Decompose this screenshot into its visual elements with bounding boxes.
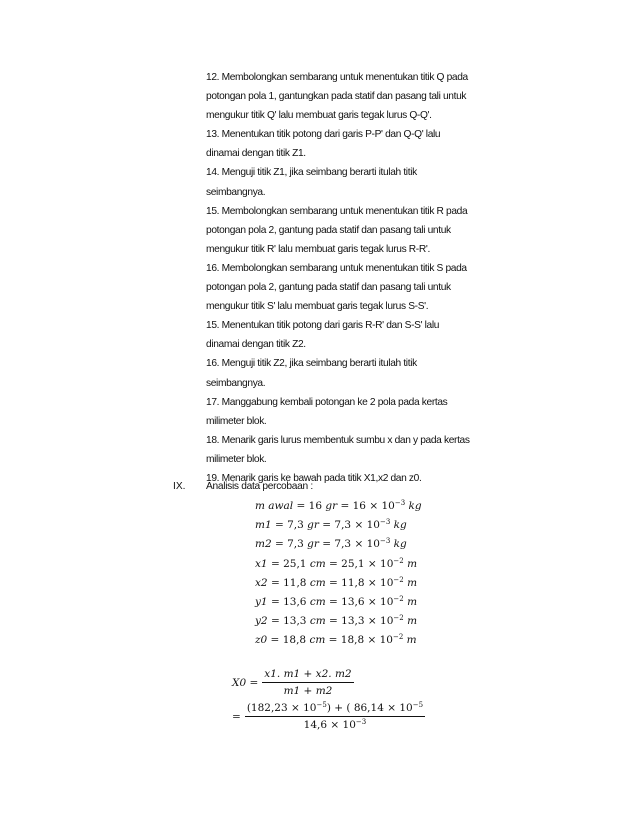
equation-value-si: 13,6 xyxy=(341,596,365,608)
step-line: 19. Menarik garis ke bawah pada titik X1,x2 dan z0. xyxy=(206,472,422,484)
step-line: dinamai dengan titik Z1. xyxy=(206,148,306,160)
step-line: milimeter blok. xyxy=(206,453,267,465)
equation-unit: gr xyxy=(325,500,338,512)
equation-line: x1 = 25,1 cm = $25,1 \times 10^{-2}$ m xyxy=(255,556,418,570)
equation-line: y1 = 13,6 cm = $13,6 \times 10^{-2}$ m xyxy=(255,595,418,608)
equation-value: 7,3 xyxy=(287,538,304,551)
equation-lhs: y2 xyxy=(255,615,268,628)
formula-lhs: X0 xyxy=(232,676,247,689)
substitution-numerator: $(182,23 \times 10^{-5})$ + ( $86,14 \times 10^{-5}$ xyxy=(245,702,425,717)
equation-unit: cm xyxy=(309,615,326,628)
equation-lhs: m2 xyxy=(255,538,272,551)
equation-value: 18,8 xyxy=(282,634,307,647)
equation-exponent: −2 xyxy=(393,595,404,603)
equation-unit-si: kg xyxy=(393,538,407,551)
equation-unit: cm xyxy=(309,557,326,570)
section-number: IX. xyxy=(173,481,186,492)
step-line: potongan pola 1, gantungkan pada statif dan pasang tali untuk xyxy=(206,91,467,103)
step-line: potongan pola 2, gantung pada statif dan pasang tali untuk xyxy=(206,224,451,236)
equation-lhs: x2 xyxy=(255,576,268,589)
equation-unit: gr xyxy=(307,538,319,551)
equation-value-si: 13,3 xyxy=(341,615,365,628)
equation-exponent: −3 xyxy=(379,518,391,527)
center-of-mass-formula: X0 = $\frac{x1. m1 + x2. m2}{m1 + m2}$ xyxy=(232,668,352,697)
equation-unit-si: m xyxy=(407,615,418,628)
step-line: 18. Menarik garis lurus membentuk sumbu x dan y pada kertas xyxy=(206,434,470,446)
step-line: 16. Menguji titik Z2, jika seimbang berarti itulah titik xyxy=(206,358,417,370)
equation-exponent: −2 xyxy=(393,575,404,584)
equation-value-si: 16 xyxy=(352,500,366,512)
equation-value-si: 11,8 xyxy=(341,576,365,589)
step-line: mengukur titik R' lalu membuat garis tegak lurus R-R'. xyxy=(206,243,430,255)
equation-unit-si: kg xyxy=(393,519,407,532)
equation-exponent: −2 xyxy=(393,556,404,565)
step-line: seimbangnya. xyxy=(206,377,266,389)
equation-value: 16 xyxy=(308,500,323,512)
equation-unit: cm xyxy=(309,634,326,647)
equation-line: x2 = 11,8 cm = $11,8 \times 10^{-2}$ m xyxy=(255,575,418,589)
equation-unit-si: kg xyxy=(408,500,422,512)
equation-line: z0 = 18,8 cm = $18,8 \times 10^{-2}$ m xyxy=(255,633,417,647)
step-line: 17. Manggabung kembali potongan ke 2 pola pada kertas xyxy=(206,396,448,408)
equation-line: m1 = 7,3 gr = $7,3 \times 10^{-3}$ kg xyxy=(255,518,407,532)
equation-lhs: z0 xyxy=(255,634,268,647)
equation-value-si: 18,8 xyxy=(340,634,365,647)
equation-unit-si: m xyxy=(407,557,418,570)
equation-value-si: 7,3 xyxy=(334,519,352,532)
equation-unit: gr xyxy=(307,519,319,532)
step-line: potongan pola 2, gantung pada statif dan pasang tali untuk xyxy=(206,282,451,294)
substitution-denominator: $14,6 \times 10^{-3}$ xyxy=(303,718,367,731)
equation-value: 25,1 xyxy=(283,557,307,570)
step-line: milimeter blok. xyxy=(206,415,267,427)
equation-lhs: x1 xyxy=(255,557,268,570)
equation-value: 13,3 xyxy=(283,615,307,628)
equation-value: 11,8 xyxy=(283,576,307,589)
equation-value: 13,6 xyxy=(283,596,307,608)
equation-lhs: m awal xyxy=(255,500,294,512)
formula-numerator: x1. m1 + x2. m2 xyxy=(262,668,353,683)
step-line: 15. Menentukan titik potong dari garis R-R' dan S-S' lalu xyxy=(206,320,440,332)
equation-value: 7,3 xyxy=(287,519,304,532)
equation-line: y2 = 13,3 cm = $13,3 \times 10^{-2}$ m xyxy=(255,614,418,628)
section-title: Analisis data percobaan : xyxy=(206,481,313,492)
equation-unit: cm xyxy=(309,576,326,589)
procedure-steps xyxy=(206,68,496,488)
equation-lhs: y1 xyxy=(255,596,268,608)
equation-value-si: 25,1 xyxy=(341,557,365,570)
step-line: mengukur titik S' lalu membuat garis tegak lurus S-S'. xyxy=(206,301,429,313)
equation-unit-si: m xyxy=(407,576,418,589)
formula-fraction xyxy=(262,668,353,697)
step-line: 13. Menentukan titik potong dari garis P-P' dan Q-Q' lalu xyxy=(206,129,441,141)
substitution-fraction xyxy=(245,702,425,731)
step-line: mengukur titik Q' lalu membuat garis tegak lurus Q-Q'. xyxy=(206,110,432,122)
equation-unit-si: m xyxy=(406,634,417,647)
equation-line: m2 = 7,3 gr = $7,3 \times 10^{-3}$ kg xyxy=(255,537,407,551)
equation-exponent: −3 xyxy=(394,499,406,507)
step-line: 12. Membolongkan sembarang untuk menentukan titik Q pada xyxy=(206,72,468,83)
formula-denominator: m1 + m2 xyxy=(283,685,333,697)
step-line: 16. Membolongkan sembarang untuk menentukan titik S pada xyxy=(206,262,467,274)
step-line: 15. Membolongkan sembarang untuk menentukan titik R pada xyxy=(206,205,468,217)
step-line: dinamai dengan titik Z2. xyxy=(206,339,306,351)
step-line: seimbangnya. xyxy=(206,186,266,198)
equation-line: m awal = 16 gr = $16 \times 10^{-3}$ kg xyxy=(255,499,422,512)
equation-exponent: −2 xyxy=(393,633,404,642)
equation-exponent: −3 xyxy=(379,537,391,546)
equation-unit-si: m xyxy=(407,596,418,608)
equation-unit: cm xyxy=(309,596,326,608)
substitution-formula: = $\frac{(182,23 \times 10^{-5}) + ( 86,14 \times 10^{-5}}{14,6 \times 10^{-3}}$ xyxy=(232,701,424,731)
step-line: 14. Menguji titik Z1, jika seimbang berarti itulah titik xyxy=(206,167,417,179)
equation-lhs: m1 xyxy=(255,519,272,532)
equation-exponent: −2 xyxy=(393,614,404,623)
equation-value-si: 7,3 xyxy=(334,538,352,551)
